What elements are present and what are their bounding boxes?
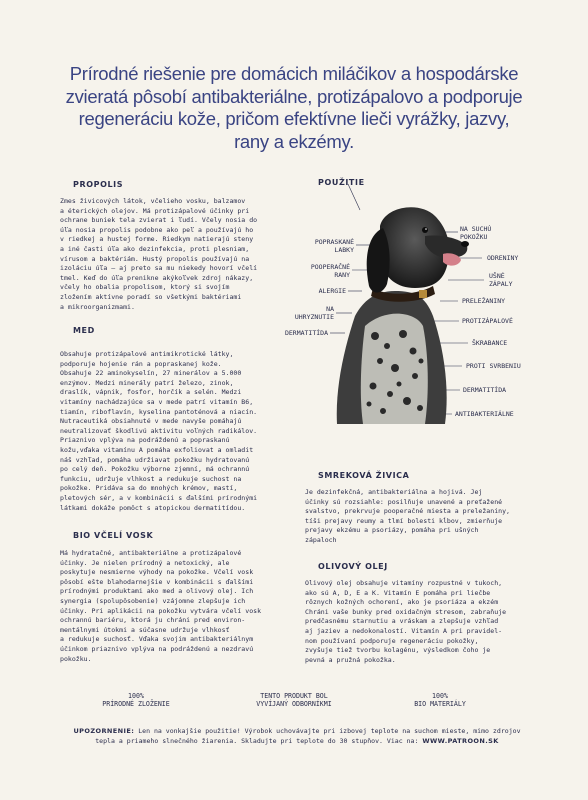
stat-bio-materialy: 100% BIO MATERIÁLY bbox=[414, 692, 466, 709]
warning-note bbox=[62, 727, 532, 746]
dog-illustration bbox=[325, 196, 475, 426]
label-dermatitida-left: DERMATITÍDA bbox=[284, 329, 328, 337]
bio-vosk-title: BIO VČELÍ VOSK bbox=[73, 531, 154, 540]
label-skrabance: ŠKRABANCE bbox=[472, 339, 508, 347]
label-protizapalove: PROTIZÁPALOVÉ bbox=[462, 317, 513, 325]
olivovy-title: OLIVOVÝ OLEJ bbox=[318, 562, 388, 571]
label-proti-svrbeniu: PROTI SVRBENIU bbox=[466, 362, 521, 370]
smrekova-title: SMREKOVÁ ŽIVICA bbox=[318, 471, 410, 480]
stat-vyvijany-odbornikmi: TENTO PRODUKT BOL VYVÍJANÝ ODBORNÍKMI bbox=[256, 692, 332, 709]
stat-prirodne-zlozenie: 100% PRÍRODNÉ ZLOŽENIE bbox=[102, 692, 170, 709]
label-pooperacne-rany: POOPERAČNÉ RANY bbox=[310, 263, 350, 280]
med-title: MED bbox=[73, 326, 95, 335]
label-na-suchu-pokozku: NA SUCHÚ POKOŽKU bbox=[460, 225, 492, 242]
label-usne-zapaly: UŠNÉ ZÁPALY bbox=[489, 272, 513, 289]
label-popraskane-labky: POPRASKANÉ LABKY bbox=[314, 238, 354, 255]
label-odreniny: ODRENINY bbox=[487, 254, 519, 262]
olivovy-text: Olivový olej obsahuje vitamíny rozpustné v tukoch, ako sú A, D, E a K. Vitamín E pomáha pri liečbe rôznych kožných ochorení, ako je psoriáza a ekzém Chráni vaše bunky pred oxidačným stresom, zabraňuje predčasnému starnutiu a vráskam a zlepšuje vzhľad aj jaziev a nedokonalostí. Vitamín A pri pravidel- nom používaní podporuje regeneráciu pokožky, zvyšuje tiež tvorbu kolagénu, výsledkom čoho je pevná a pružná pokožka. bbox=[305, 579, 507, 664]
warning-text: Len na vonkajšie použitie! Výrobok uchovávajte pri izbovej teplote na suchom mieste, mimo zdrojov tepla a priameho slnečného žiarenia. Skladujte pri teplote do 30 stupňov. Viac na: bbox=[95, 727, 521, 745]
bio-vosk-text: Má hydratačné, antibakteriálne a protizápalové účinky. Je nielen prírodný a netoxický, ale poskytuje nesmierne výhody na pokožke. Včelí vosk pôsobí ešte blahodarnejšie v kombinácii s ďalšími prírodnými produktami ako med a olivový olej. Ich synergia (spolupôsobenie) vzájomne zlepšuje ich účinky. Pri aplikácii na pokožku vytvára včelí vosk ochrannú bariéru, ktorá ju chráni pred environ- mentálnymi útokmi a súčasne udržuje vlhkosť a redukuje suchosť. Vďaka svojim antibakteriálnym účinkom priaznivo vplýva na podráždenú a nezdravú pokožku. bbox=[60, 549, 262, 663]
propolis-title: PROPOLIS bbox=[73, 180, 124, 189]
label-dermatitida-right: DERMATITÍDA bbox=[463, 386, 507, 394]
label-prelezaniny: PRELEŽANINY bbox=[462, 297, 506, 305]
usage-title: POUŽITIE bbox=[318, 178, 365, 187]
label-alergie: ALERGIE bbox=[318, 287, 346, 295]
propolis-text: Zmes živicových látok, včelieho vosku, balzamov a éterických olejov. Má protizápalové účinky pri ochrane buniek tela zvierat i ľudí. Včely nosia do úľa nosia propolis podobne ako peľ a používajú ho v riedkej a hustej forme. Riedkym natierajú steny a iné časti úľa ako dezinfekcia, proti plesniam, vírusom a baktériám. Hustý propolis používajú na izoláciu úľa – aj preto sa mu niekedy hovorí včelí tmel. Keď do úľa prenikne akýkoľvek zdroj nákazy, včely ho obalia propolisom, ktorý si svojím zložením aktívne poradí so všetkými baktériami a mikroorganizmami. bbox=[60, 197, 258, 311]
label-na-uhryznutie: NA UHRYZNUTIE bbox=[294, 305, 334, 322]
med-text: Obsahuje protizápalové antimikrotické látky, podporuje hojenie rán a popraskanej kože. Obsahuje 22 aminokyselín, 27 minerálov a 5.000 enzýmov. Medzi minerály patrí železo, zinok, draslík, vápnik, fosfor, horčík a selén. Medzi vitamíny nachádzajúce sa v mede patrí vitamín B6, tiamín, riboflavín, kyselina pantoténová a niacín. Nutraceutiká obsiahnuté v mede navyše pomáhajú neutralizovať škodlivú aktivitu voľných radikálov. Priaznivo vplýva na podráždenú a popraskanú kožu,vďaka vitamínu A pomáha exfoliovat a omladit náš vzhľad, pomáha udržiavat pokožku hydratovanú po celý deň. Pokožku výborne zjemní, má ochrannú funkciu, udržuje vlhkost a redukuje suchost na pokožke. Pridáva sa do mnohých krémov, mastí, pletových sér, a v kombinácii s ďalšími prírodnými látkami dokáže pomôct s atopickou dermatitídou. bbox=[60, 350, 258, 512]
headline: Prírodné riešenie pre domácich miláčikov a hospodárske zvieratá pôsobí antibakteriálne, protizápalovo a podporuje regeneráciu kože, pričom efektívne lieči vyrážky, jazvy, rany a ekzémy. bbox=[65, 63, 523, 152]
website-link[interactable]: WWW.PATROON.SK bbox=[422, 736, 499, 745]
warning-label: UPOZORNENIE: bbox=[73, 727, 135, 735]
smrekova-text: Je dezinfekčná, antibakteriálna a hojivá. Jej účinky sú rozsiahle: posilňuje unavené a preťažené svalstvo, prekrvuje pooperačné miesta a preležaniny, tíši prejavy reumy a tlmí bolesti kĺbov, zmierňuje prejavy ekzému a psoriázy, pomáha pri ušných zápaloch bbox=[305, 488, 510, 544]
label-antibakterialne: ANTIBAKTERIÁLNE bbox=[455, 410, 514, 418]
